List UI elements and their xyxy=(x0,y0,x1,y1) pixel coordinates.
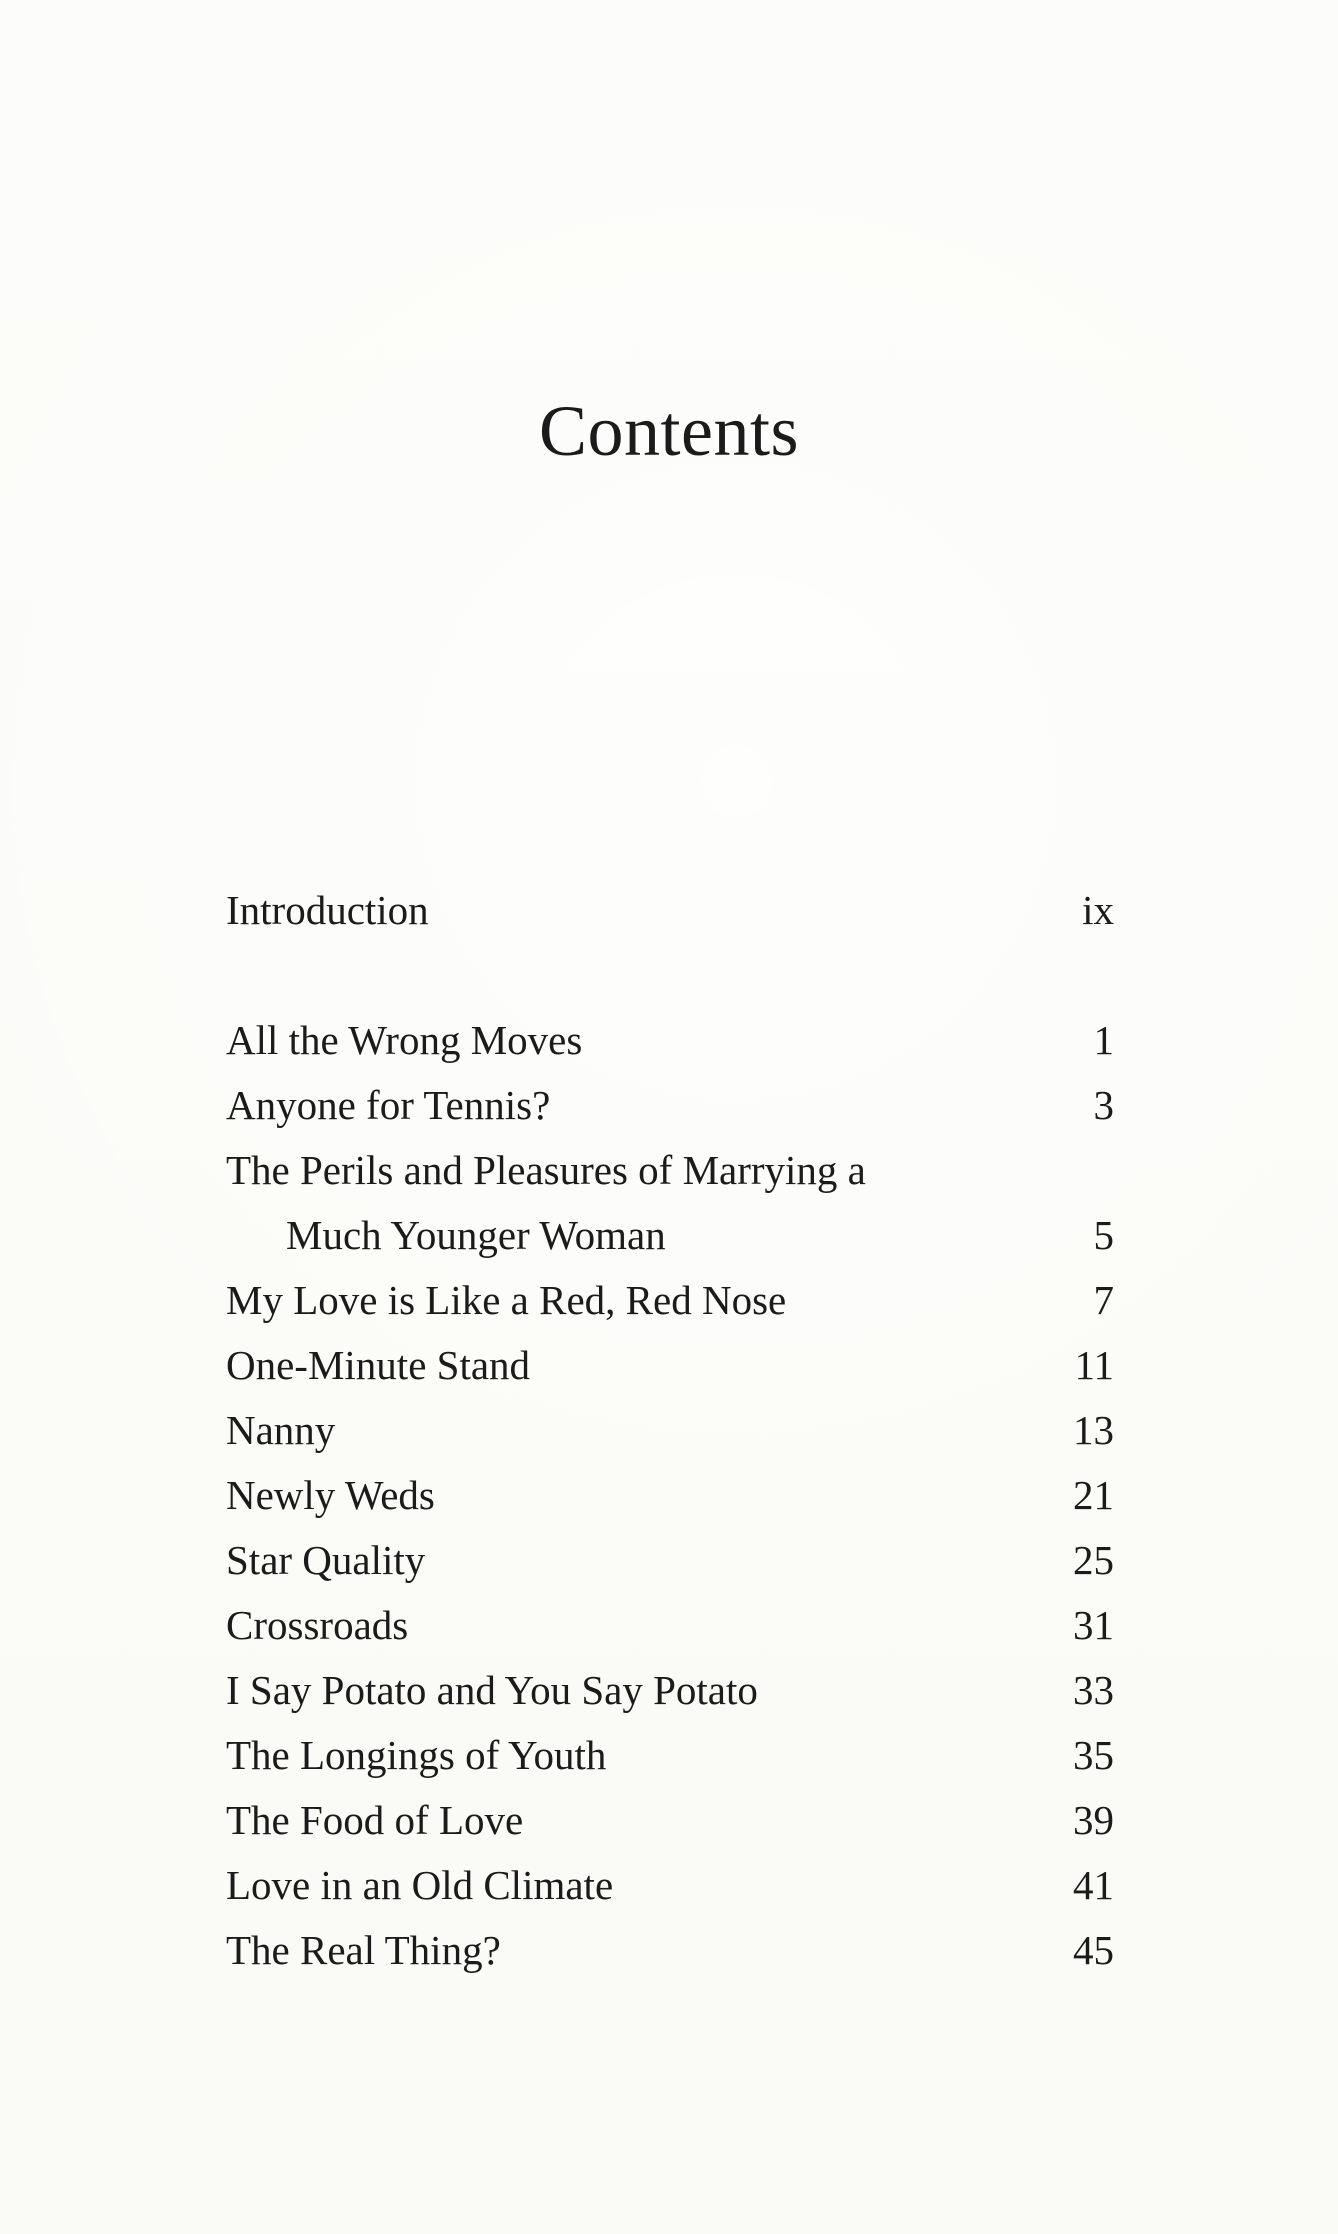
toc-page-number: 45 xyxy=(1073,1927,1114,1973)
toc-entry-title: Introduction xyxy=(226,887,429,933)
toc-page-number: 39 xyxy=(1073,1797,1114,1843)
toc-entry-title: Newly Weds xyxy=(226,1472,435,1518)
toc-row xyxy=(226,1918,1114,1983)
toc-row-multiline xyxy=(226,1138,1114,1268)
toc-entry-title: One-Minute Stand xyxy=(226,1342,531,1388)
toc-page-number: 3 xyxy=(1093,1082,1114,1128)
toc-row xyxy=(226,1528,1114,1593)
toc-entry-title: Anyone for Tennis? xyxy=(226,1082,551,1128)
toc-row xyxy=(226,1268,1114,1333)
toc-entry-title: Crossroads xyxy=(226,1602,409,1648)
toc-page-number: 7 xyxy=(1093,1277,1114,1323)
toc-page-number: 13 xyxy=(1073,1407,1114,1453)
toc-row xyxy=(226,1463,1114,1528)
toc-page-number: 25 xyxy=(1073,1537,1114,1583)
toc-row xyxy=(226,1593,1114,1658)
toc-page-number: 41 xyxy=(1073,1862,1114,1908)
toc-row xyxy=(226,1788,1114,1853)
toc-row xyxy=(226,1333,1114,1398)
toc-entry-title: The Food of Love xyxy=(226,1797,524,1843)
toc-page-number: 31 xyxy=(1073,1602,1114,1648)
toc-entry-title: All the Wrong Moves xyxy=(226,1017,583,1063)
toc-page-number: 33 xyxy=(1073,1667,1114,1713)
table-of-contents xyxy=(226,878,1114,1983)
toc-entry-title-line-1: The Perils and Pleasures of Marrying a xyxy=(226,1147,866,1193)
toc-entry-title: Love in an Old Climate xyxy=(226,1862,614,1908)
toc-entry-title: The Longings of Youth xyxy=(226,1732,607,1778)
toc-page-number: 21 xyxy=(1073,1472,1114,1518)
toc-entry-title: The Real Thing? xyxy=(226,1927,501,1973)
toc-entry-continuation xyxy=(226,1203,1114,1268)
toc-page-number: 1 xyxy=(1093,1017,1114,1063)
toc-entry-title: My Love is Like a Red, Red Nose xyxy=(226,1277,787,1323)
toc-entry-title: I Say Potato and You Say Potato xyxy=(226,1667,758,1713)
toc-row xyxy=(226,1073,1114,1138)
toc-row xyxy=(226,1398,1114,1463)
toc-page-number: 35 xyxy=(1073,1732,1114,1778)
toc-introduction-row xyxy=(226,878,1114,943)
toc-page-number: 11 xyxy=(1074,1342,1114,1388)
toc-row xyxy=(226,1853,1114,1918)
toc-entry-title: Nanny xyxy=(226,1407,336,1453)
toc-row xyxy=(226,1658,1114,1723)
page-title: Contents xyxy=(538,391,799,471)
toc-entry-title-line-2: Much Younger Woman xyxy=(286,1212,666,1258)
toc-page-number: 5 xyxy=(1093,1212,1114,1258)
toc-page-number: ix xyxy=(1082,887,1114,933)
toc-entry-title: Star Quality xyxy=(226,1537,426,1583)
toc-row xyxy=(226,1723,1114,1788)
toc-row xyxy=(226,1008,1114,1073)
